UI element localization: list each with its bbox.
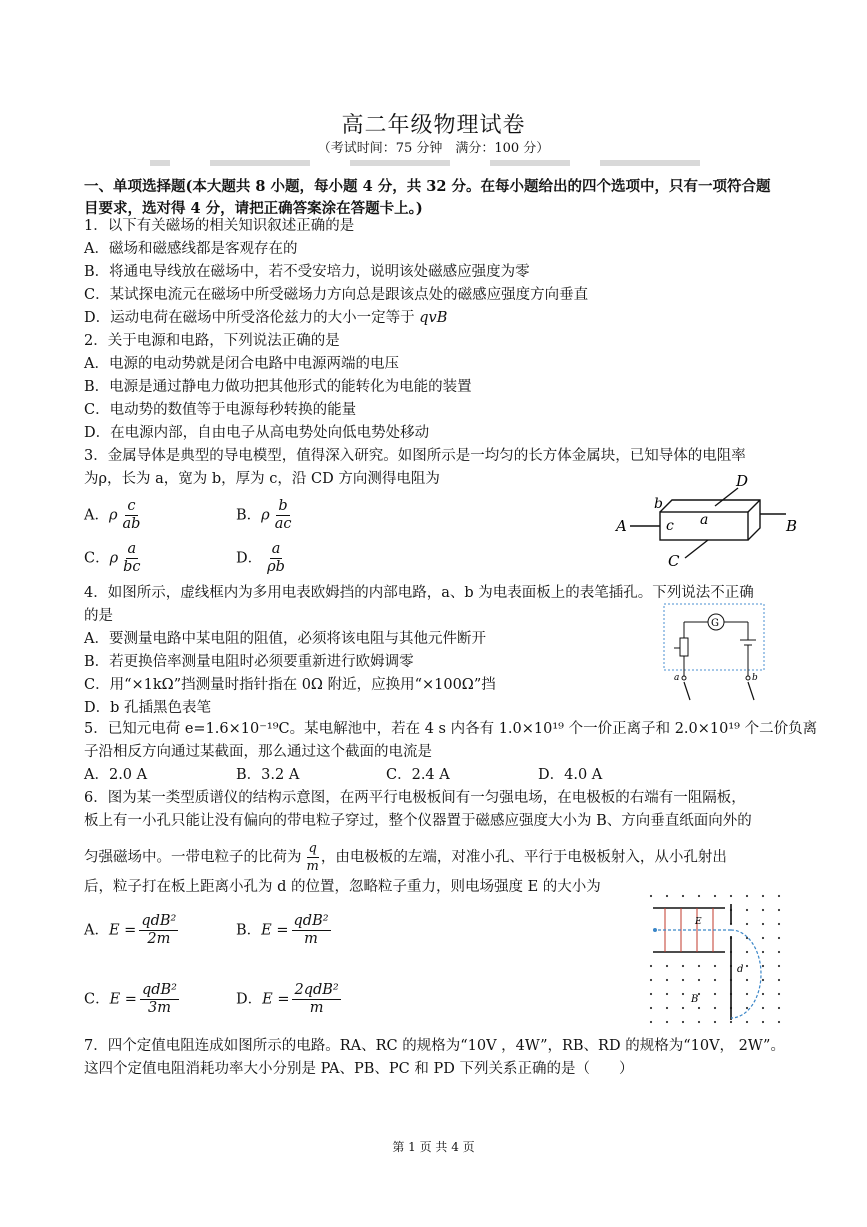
field-dot xyxy=(762,909,764,911)
q1-option-a: A．磁场和磁感线都是客观存在的 xyxy=(84,241,298,257)
q7-stem-line2: 这四个定值电阻消耗功率大小分别是 PA、PB、PC 和 PD 下列关系正确的是（ ） xyxy=(84,1061,634,1077)
field-dot xyxy=(650,1007,652,1009)
q1-stem: 1．以下有关磁场的相关知识叙述正确的是 xyxy=(84,218,355,234)
field-dot xyxy=(746,951,748,953)
exam-info: （考试时间：75 分钟 满分：100 分） xyxy=(317,141,550,156)
q6-stem-line2: 板上有一小孔只能让没有偏向的带电粒子穿过，整个仪器置于磁感应强度大小为 B、方向垂直纸面向外的 xyxy=(84,813,752,829)
field-dot xyxy=(746,1007,748,1009)
fig-label-D: D xyxy=(736,472,749,490)
field-dot xyxy=(778,937,780,939)
field-dot xyxy=(698,895,700,897)
q5-option-b: B．3.2 A xyxy=(236,767,300,783)
field-dot xyxy=(682,979,684,981)
q4-ohmmeter-figure xyxy=(660,600,770,705)
field-dot xyxy=(730,895,732,897)
field-dot xyxy=(762,923,764,925)
field-dot xyxy=(682,965,684,967)
magnetic-field-dots xyxy=(650,895,780,1023)
terminal-b: b xyxy=(752,673,758,683)
distance-label-d: d xyxy=(737,964,744,975)
field-dot xyxy=(746,909,748,911)
field-dot xyxy=(714,1021,716,1023)
q2-option-a: A．电源的电动势就是闭合电路中电源两端的电压 xyxy=(84,356,399,372)
q4-option-a: A．要测量电路中某电阻的阻值，必须将该电阻与其他元件断开 xyxy=(84,631,486,647)
q5-option-d: D．4.0 A xyxy=(538,767,603,783)
field-dot xyxy=(682,1007,684,1009)
q3-stem-line1: 3．金属导体是典型的导电模型，值得深入研究。如图所示是一均匀的长方体金属块，已知导体的电阻率 xyxy=(84,448,746,464)
field-dot xyxy=(778,923,780,925)
field-dot xyxy=(682,895,684,897)
field-dot xyxy=(778,895,780,897)
q4-option-c: C．用“×1kΩ”挡测量时指针指在 0Ω 附近，应换用“×100Ω”挡 xyxy=(84,677,496,693)
field-dot xyxy=(762,965,764,967)
field-dot xyxy=(762,951,764,953)
field-dot xyxy=(698,965,700,967)
field-dot xyxy=(778,965,780,967)
q6-stem-line3: 匀强磁场中。一带电粒子的比荷为 $\frac{q}{m}$ ，由电极板的左端，对准小孔、平行于电极板射入，从小孔射出 xyxy=(84,841,727,874)
field-dot xyxy=(762,1007,764,1009)
field-dot xyxy=(762,895,764,897)
field-dot xyxy=(778,951,780,953)
q4-option-b: B．若更换倍率测量电阻时必须要重新进行欧姆调零 xyxy=(84,654,414,670)
q3-option-d: D． $\frac{a}{\rho b}$ xyxy=(236,541,285,575)
field-dot xyxy=(666,965,668,967)
field-dot xyxy=(698,1021,700,1023)
field-dot xyxy=(762,979,764,981)
q1-option-b: B．将通电导线放在磁场中，若不受安培力，说明该处磁感应强度为零 xyxy=(84,264,530,280)
q1-option-c: C．某试探电流元在磁场中所受磁场力方向总是跟该点处的磁感应强度方向垂直 xyxy=(84,287,589,303)
field-dot xyxy=(650,1021,652,1023)
q5-option-a: A．2.0 A xyxy=(84,767,148,783)
field-dot xyxy=(746,979,748,981)
field-dot xyxy=(650,895,652,897)
field-dot xyxy=(666,1007,668,1009)
field-dot xyxy=(746,993,748,995)
page-title: 高二年级物理试卷 xyxy=(341,113,526,138)
field-dot xyxy=(730,1021,732,1023)
q2-option-b: B．电源是通过静电力做功把其他形式的能转化为电能的装置 xyxy=(84,379,472,395)
q7-stem-line1: 7．四个定值电阻连成如图所示的电路。RA、RC 的规格为“10V ，4W”，RB、RD 的规格为“10V， 2W”。 xyxy=(84,1038,785,1054)
field-label-B: B xyxy=(691,994,699,1005)
field-dot xyxy=(650,993,652,995)
fig-label-C: C xyxy=(668,552,680,570)
q1-option-d: D．运动电荷在磁场中所受洛伦兹力的大小一定等于 qvB xyxy=(84,310,448,326)
q2-stem: 2．关于电源和电路，下列说法正确的是 xyxy=(84,333,340,349)
field-dot xyxy=(666,979,668,981)
q6-mass-spectrometer-figure xyxy=(645,890,785,1025)
field-dot xyxy=(650,979,652,981)
fig-label-a: a xyxy=(700,512,709,528)
q4-stem-line1: 4．如图所示，虚线框内为多用电表欧姆挡的内部电路，a、b 为电表面板上的表笔插孔。下列说法不正确 xyxy=(84,585,754,601)
field-dot xyxy=(714,1007,716,1009)
field-dot xyxy=(714,993,716,995)
field-dot xyxy=(778,1021,780,1023)
q6-stem-line1: 6．图为某一类型质谱仪的结构示意图，在两平行电极板间有一匀强电场，在电极板的右端有一阻隔板， xyxy=(84,790,746,806)
fig-label-A: A xyxy=(616,517,627,535)
field-dot xyxy=(650,965,652,967)
terminal-a: a xyxy=(674,673,680,683)
galvanometer-label: G xyxy=(711,618,719,629)
q3-metal-block-figure xyxy=(610,470,800,570)
field-dot xyxy=(698,979,700,981)
field-dot xyxy=(746,923,748,925)
q5-stem-line2: 子沿相反方向通过某截面，那么通过这个截面的电流是 xyxy=(84,744,432,760)
field-dot xyxy=(746,965,748,967)
field-dot xyxy=(682,993,684,995)
q2-option-d: D．在电源内部，自由电子从高电势处向低电势处移动 xyxy=(84,425,430,441)
q3-option-c: C．ρ $\frac{a}{bc}$ xyxy=(84,541,141,575)
field-dot xyxy=(762,1021,764,1023)
fig-label-b: b xyxy=(654,496,663,512)
q5-stem-line1: 5．已知元电荷 e=1.6×10⁻¹⁹C。某电解池中，若在 4 s 内各有 1.0×10¹⁹ 个一价正离子和 2.0×10¹⁹ 个二价负离 xyxy=(84,721,818,737)
field-dot xyxy=(714,965,716,967)
q2-option-c: C．电动势的数值等于电源每秒转换的能量 xyxy=(84,402,357,418)
q4-stem-line2: 的是 xyxy=(84,608,113,624)
field-dot xyxy=(778,1007,780,1009)
field-dot xyxy=(746,895,748,897)
field-dot xyxy=(682,1021,684,1023)
q5-option-c: C．2.4 A xyxy=(386,767,450,783)
field-dot xyxy=(778,909,780,911)
field-dot xyxy=(746,937,748,939)
field-dot xyxy=(666,1021,668,1023)
field-dot xyxy=(666,895,668,897)
field-dot xyxy=(778,993,780,995)
field-dot xyxy=(698,1007,700,1009)
q6-stem-line4: 后，粒子打在板上距离小孔为 d 的位置，忽略粒子重力，则电场强度 E 的大小为 xyxy=(84,879,601,895)
q3-option-a: A．ρ $\frac{c}{ab}$ xyxy=(84,498,141,532)
q6-option-d: D．E = $\frac{\text{2qdB²}}{m}$ xyxy=(236,982,339,1016)
scan-smudge xyxy=(150,158,710,168)
page-number: 第 1 页 共 4 页 xyxy=(392,1140,475,1154)
field-dot xyxy=(714,895,716,897)
field-dot xyxy=(746,1021,748,1023)
fig-label-c: c xyxy=(666,518,674,534)
q6-option-b: B．E = $\frac{\text{qdB²}}{m}$ xyxy=(236,913,329,947)
fig-label-B: B xyxy=(786,517,798,535)
field-label-E: E xyxy=(695,917,702,927)
section-heading: 一、单项选择题(本大题共 8 小题，每小题 4 分，共 32 分。在每小题给出的四个选项中，只有一项符合题目要求，选对得 4 分，请把正确答案涂在答题卡上。) xyxy=(84,178,771,217)
q3-option-b: B．ρ $\frac{b}{ac}$ xyxy=(236,498,292,532)
q4-option-d: D．b 孔插黑色表笔 xyxy=(84,700,212,716)
q3-stem-line2: 为ρ，长为 a，宽为 b，厚为 c，沿 CD 方向测得电阻为 xyxy=(84,471,440,487)
field-dot xyxy=(762,937,764,939)
field-dot xyxy=(666,993,668,995)
field-dot xyxy=(714,979,716,981)
q6-option-c: C．E = $\frac{\text{qdB²}}{3m}$ xyxy=(84,982,177,1016)
field-dot xyxy=(778,979,780,981)
field-dot xyxy=(762,993,764,995)
q6-option-a: A．E = $\frac{\text{qdB²}}{2m}$ xyxy=(84,913,177,947)
